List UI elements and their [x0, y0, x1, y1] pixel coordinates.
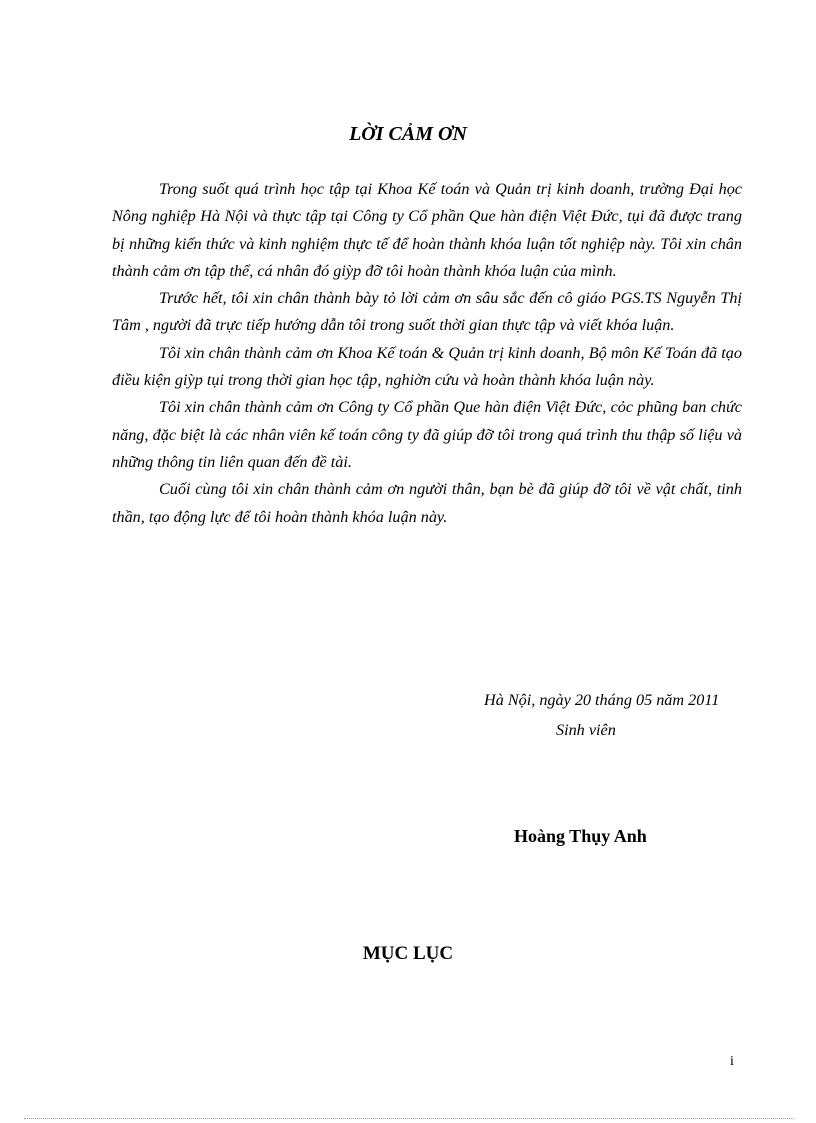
acknowledgement-body: [112, 176, 742, 531]
acknowledgement-paragraph: Cuối cùng tôi xin chân thành cảm ơn người thân, bạn bè đã giúp đỡ tôi về vật chất, tinh thần, tạo động lực để tôi hoàn thành khóa luận này.: [112, 480, 742, 526]
signer-name: Hoàng Thụy Anh: [514, 826, 647, 846]
acknowledgement-paragraph: Trong suốt quá trình học tập tại Khoa Kế toán và Quản trị kinh doanh, trường Đại học Nông nghiệp Hà Nội và thực tập tại Công ty Cổ phần Que hàn điện Việt Đức, tụi đã được trang bị những kiến thức và kinh nghiệm thực tế để hoàn thành khóa luận tốt nghiệp này. Tôi xin chân thành cảm ơn tập thể, cá nhân đó giỳp đỡ tôi hoàn thành khóa luận của mình.: [112, 180, 742, 280]
acknowledgement-paragraph: Trước hết, tôi xin chân thành bày tỏ lời cảm ơn sâu sắc đến cô giáo PGS.TS Nguyễn Thị Tâm , người đã trực tiếp hướng dẫn tôi trong suốt thời gian thực tập và viết khóa luận.: [112, 289, 742, 335]
acknowledgement-title: LỜI CẢM ƠN: [349, 123, 467, 145]
acknowledgement-paragraph: Tôi xin chân thành cảm ơn Công ty Cổ phần Que hàn điện Việt Đức, cỏc phũng ban chức năng, đặc biệt là các nhân viên kế toán công ty đã giúp đỡ tôi trong quá trình thu thập số liệu và những thông tin liên quan đến đề tài.: [112, 398, 742, 471]
signer-role: Sinh viên: [556, 721, 616, 739]
page-number: i: [730, 1054, 734, 1069]
place-date: Hà Nội, ngày 20 tháng 05 năm 2011: [484, 691, 720, 709]
page-boundary-divider: [24, 1118, 794, 1119]
table-of-contents-title: MỤC LỤC: [362, 943, 454, 964]
acknowledgement-paragraph: Tôi xin chân thành cảm ơn Khoa Kế toán & Quản trị kinh doanh, Bộ môn Kế Toán đã tạo điều kiện giỳp tụi trong thời gian học tập, nghiờn cứu và hoàn thành khóa luận này.: [112, 343, 742, 390]
